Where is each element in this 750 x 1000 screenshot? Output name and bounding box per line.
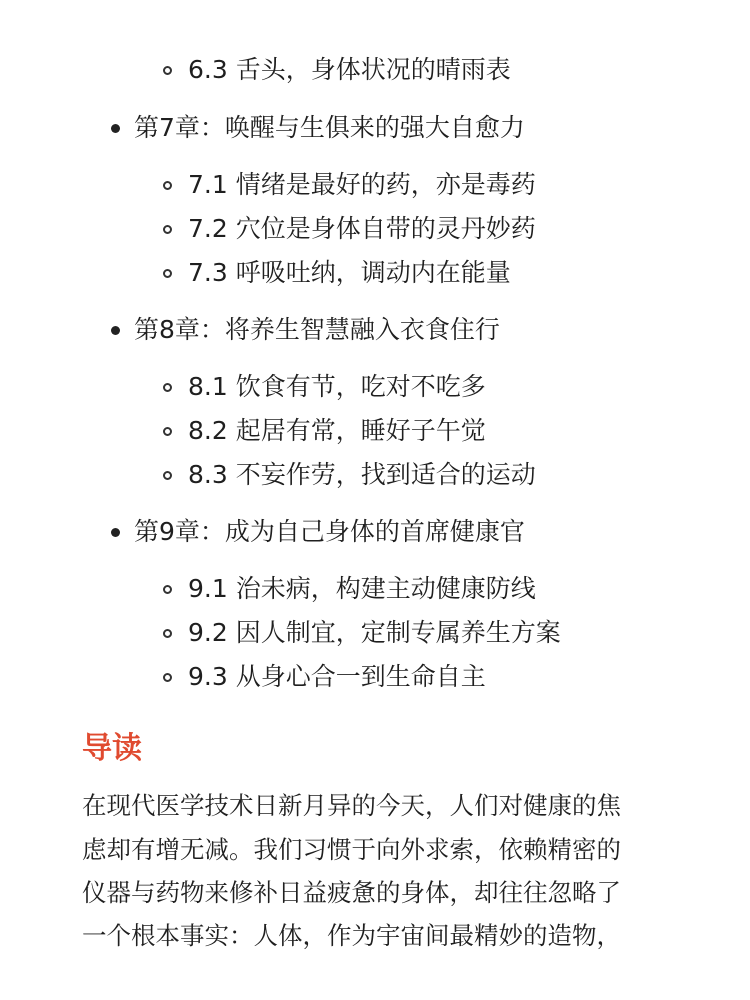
- toc-subitem-8-3: 8.3 不妄作劳，找到适合的运动: [188, 460, 536, 489]
- toc-subitem-9-2: 9.2 因人制宜，定制专属养生方案: [188, 618, 561, 647]
- sub-bullet: [163, 383, 172, 392]
- chapter-bullet: [111, 124, 120, 133]
- intro-paragraph-line: 仪器与药物来修补日益疲惫的身体，却往往忽略了: [82, 878, 621, 907]
- section-heading-intro: 导读: [82, 731, 142, 766]
- sub-bullet: [163, 269, 172, 278]
- toc-chapter-9: 第9章：成为自己身体的首席健康官: [134, 517, 525, 546]
- sub-bullet: [163, 225, 172, 234]
- toc-subitem-8-2: 8.2 起居有常，睡好子午觉: [188, 416, 486, 445]
- toc-subitem-7-2: 7.2 穴位是身体自带的灵丹妙药: [188, 214, 536, 243]
- sub-bullet: [163, 181, 172, 190]
- intro-paragraph-line: 虑却有增无减。我们习惯于向外求索，依赖精密的: [82, 835, 621, 864]
- intro-paragraph-line: 在现代医学技术日新月异的今天，人们对健康的焦: [82, 791, 621, 820]
- toc-chapter-7: 第7章：唤醒与生俱来的强大自愈力: [134, 113, 525, 142]
- toc-subitem-9-3: 9.3 从身心合一到生命自主: [188, 662, 486, 691]
- sub-bullet: [163, 66, 172, 75]
- intro-paragraph-line: 一个根本事实：人体，作为宇宙间最精妙的造物，: [82, 921, 621, 950]
- toc-chapter-8: 第8章：将养生智慧融入衣食住行: [134, 315, 500, 344]
- sub-bullet: [163, 585, 172, 594]
- toc-subitem-8-1: 8.1 饮食有节，吃对不吃多: [188, 372, 486, 401]
- toc-subitem-7-1: 7.1 情绪是最好的药，亦是毒药: [188, 170, 536, 199]
- toc-subitem-9-1: 9.1 治未病，构建主动健康防线: [188, 574, 536, 603]
- chapter-bullet: [111, 528, 120, 537]
- sub-bullet: [163, 673, 172, 682]
- toc-subitem-7-3: 7.3 呼吸吐纳，调动内在能量: [188, 258, 511, 287]
- sub-bullet: [163, 629, 172, 638]
- toc-subitem-6-3: 6.3 舌头，身体状况的晴雨表: [188, 55, 511, 84]
- sub-bullet: [163, 471, 172, 480]
- sub-bullet: [163, 427, 172, 436]
- chapter-bullet: [111, 326, 120, 335]
